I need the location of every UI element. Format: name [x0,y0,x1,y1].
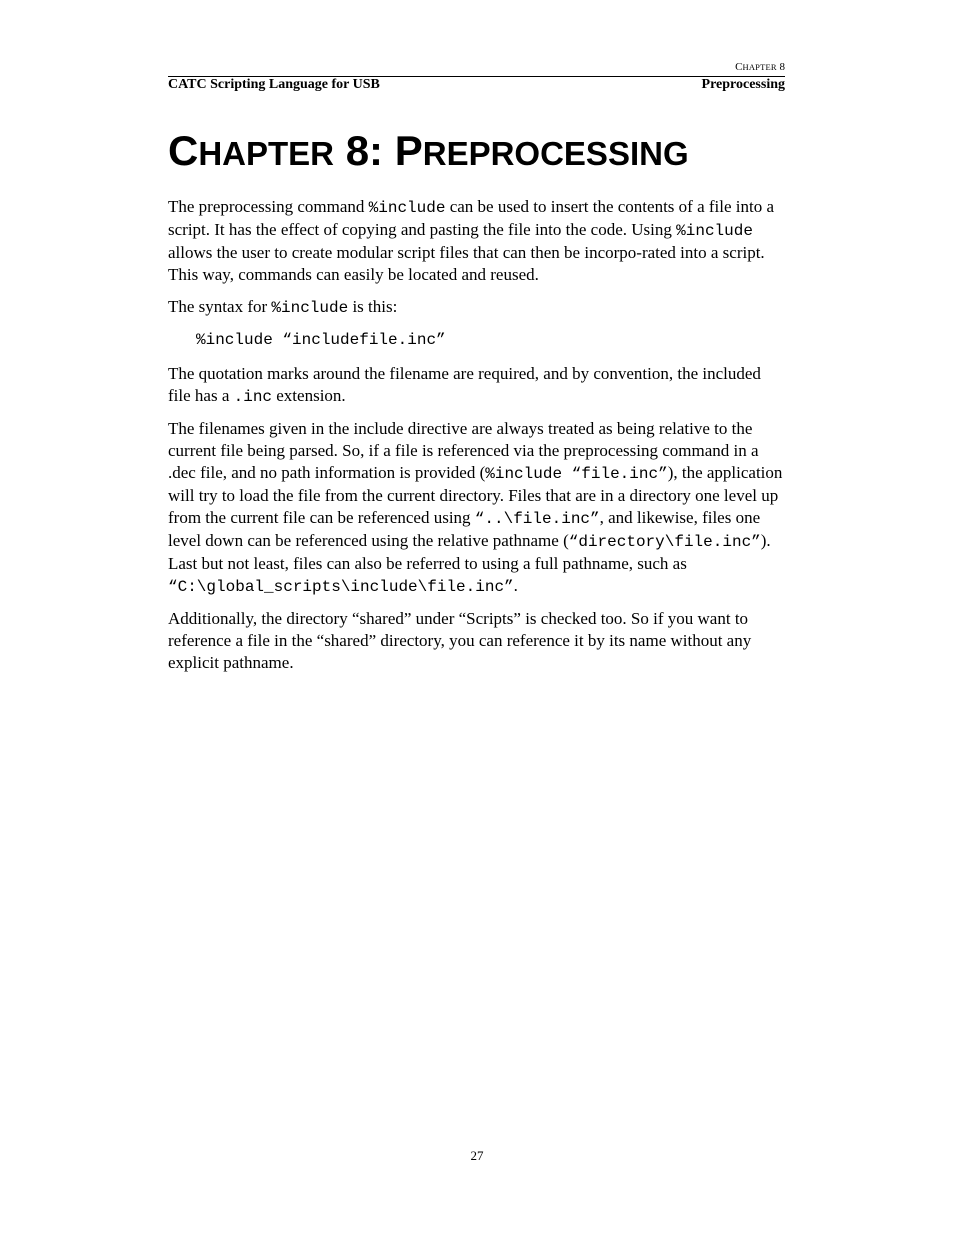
inline-code: %include [676,222,753,240]
chapter-number: 8 [776,61,785,73]
chapter-word: HAPTER [742,62,777,72]
text: The filenames given in the include directive are always treated as being relative to the current file being parsed. So, if a file is referenced via the preprocessing command in a .dec file, and no path information is provided ( [168,419,759,482]
section-title: Preprocessing [701,77,785,92]
running-header-chapter [168,60,785,74]
inline-code: “directory\file.inc” [568,533,761,551]
page-number: 27 [470,1148,484,1163]
text: ), the application will try to load the file from the current directory. Files that are in a directory one level up from the current file can be referenced using [168,463,783,527]
text: . [513,576,518,595]
text: allows the user to create modular script files that can then be incorpo-rated into a script. This way, commands can easily be located and reused. [168,243,765,284]
title-cap-c: C [168,127,199,174]
paragraph-quotation [168,363,785,408]
text: ). Last but not least, files can also be referred to using a full pathname, such as [168,531,771,573]
inline-code: %include “file.inc” [485,465,668,483]
paragraph-relative-paths [168,418,785,598]
inline-code: %include [368,199,446,217]
title-cap-p: P [394,127,423,174]
document-title: CATC Scripting Language for USB [168,77,380,92]
text: extension. [272,386,346,405]
text: , and likewise, files one level down can be referenced using the relative pathname ( [168,508,761,550]
text: The preprocessing command [168,197,369,216]
inline-code: %include [271,299,349,317]
running-header [168,77,785,93]
text: The quotation marks around the filename are required, and by convention, the included file has a [168,364,761,405]
text: is this: [348,297,398,316]
paragraph-intro [168,196,785,286]
text: The syntax for [168,297,272,316]
inline-code: “C:\global_scripts\include\file.inc” [168,578,514,596]
inline-code: .inc [233,388,273,406]
chapter-title [168,127,689,174]
body-text [168,196,785,684]
text: can be used to insert the contents of a file into a script. It has the effect of copying and pasting the file into the code. Using [168,197,775,239]
chapter-initial: C [735,61,743,73]
title-small-caps-1: HAPTER [198,135,335,172]
title-number: 8: [334,127,395,174]
paragraph-syntax [168,296,785,319]
title-small-caps-2: REPROCESSING [422,135,689,172]
paragraph-shared-directory: Additionally, the directory “shared” under “Scripts” is checked too. So if you want to reference a file in the “shared” directory, you can reference it by its name without any explicit pathname. [168,609,752,672]
inline-code: “..\file.inc” [474,510,600,528]
code-example: %include “includefile.inc” [196,331,446,349]
